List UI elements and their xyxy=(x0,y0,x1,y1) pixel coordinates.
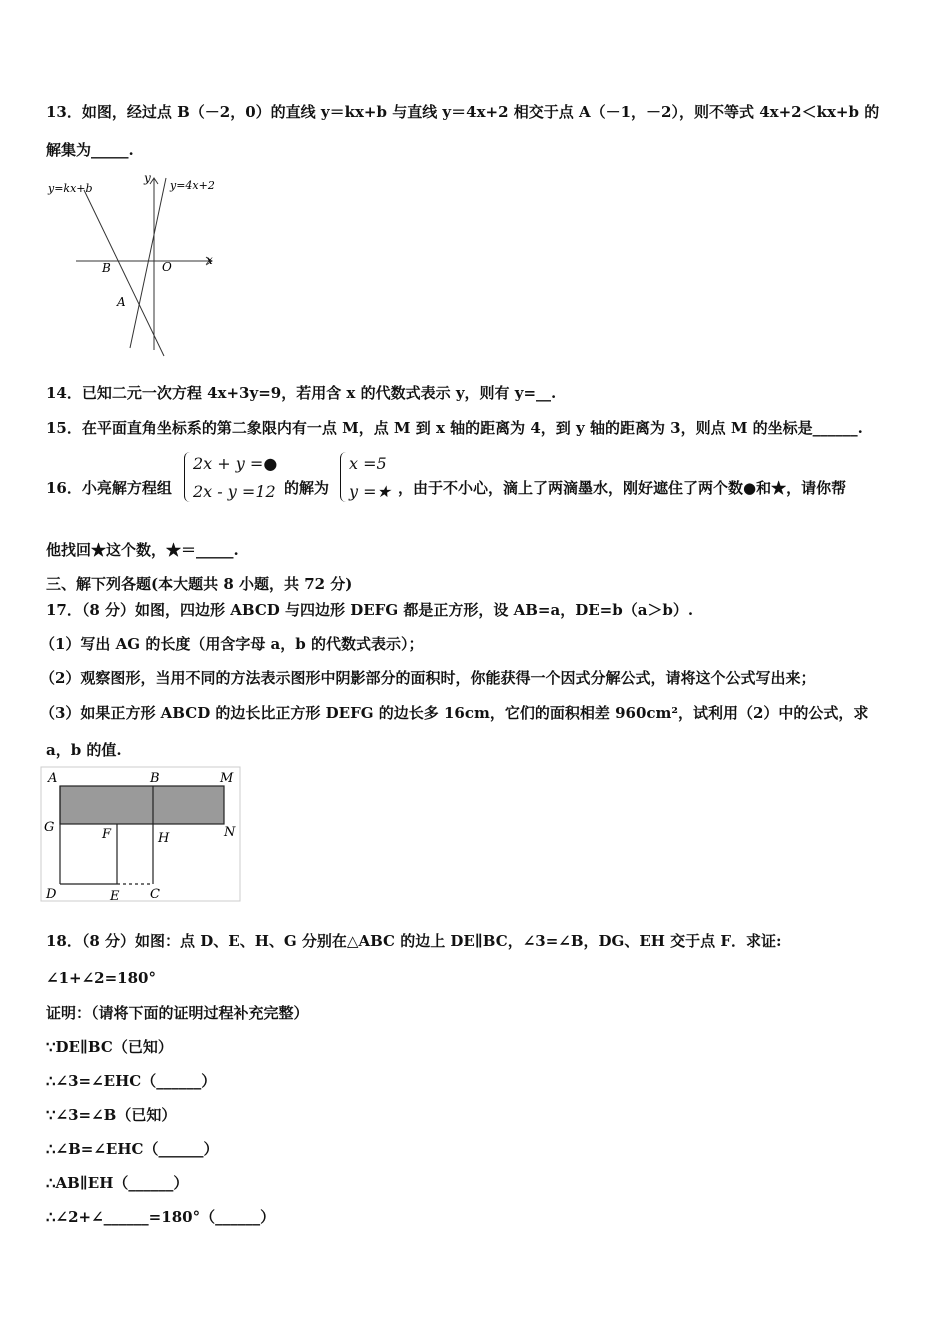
label-A: A xyxy=(48,771,58,786)
q14-text: 14．已知二元一次方程 4x+3y=9，若用含 x 的代数式表示 y，则有 y=__. xyxy=(46,384,557,402)
q17-part3: （3）如果正方形 ABCD 的边长比正方形 DEFG 的边长多 16cm，它们的面积相差 960cm²，试利用（2）中的公式，求 xyxy=(40,704,869,722)
q18-goal: ∠1+∠2=180° xyxy=(46,969,156,987)
label-y-4x-2: y=4x+2 xyxy=(170,179,215,192)
q18-step: ∴∠2+∠______=180°（______） xyxy=(46,1208,276,1226)
q17-part1: （1）写出 AG 的长度（用含字母 a，b 的代数式表示）； xyxy=(40,635,424,653)
line-kx-b xyxy=(84,190,164,356)
label-N: N xyxy=(224,825,236,840)
q16-eq2: 2x - y =12 xyxy=(193,482,276,501)
section3-heading: 三、解下列各题(本大题共 8 小题，共 72 分) xyxy=(46,575,353,593)
label-F: F xyxy=(102,827,112,842)
q13-line2: 解集为_____. xyxy=(46,141,134,159)
q18-step: ∴AB∥EH（______） xyxy=(46,1174,189,1192)
shaded-rectangle xyxy=(60,786,224,824)
label-y: y xyxy=(144,171,151,185)
label-O: O xyxy=(162,260,172,274)
q13-figure xyxy=(44,170,234,360)
label-G: G xyxy=(44,820,55,835)
q16-system-brace xyxy=(184,452,191,502)
q17-figure xyxy=(40,766,246,906)
q18-stem: 18．（8 分）如图：点 D、E、H、G 分别在△ABC 的边上 DE∥BC，∠3=∠B，DG、EH 交于点 F．求证: xyxy=(46,932,782,950)
label-y-kx-b: y=kx+b xyxy=(48,182,93,195)
label-B: B xyxy=(102,261,111,275)
q18-step: ∴∠3=∠EHC（______） xyxy=(46,1072,217,1090)
q16-middle: 的解为 xyxy=(284,479,330,497)
q16-solution-brace xyxy=(340,452,347,502)
label-C: C xyxy=(150,887,160,902)
label-H: H xyxy=(158,831,170,846)
q16-suffix: ，由于不小心，滴上了两滴墨水，刚好遮住了两个数●和★，请你帮 xyxy=(398,479,847,497)
label-M: M xyxy=(220,771,234,786)
q16-sol2: y =★ xyxy=(349,482,391,501)
q16-line2: 他找回★这个数，★＝_____. xyxy=(46,541,239,559)
q18-intro: 证明：（请将下面的证明过程补充完整） xyxy=(46,1004,309,1022)
label-B: B xyxy=(150,771,160,786)
q13-line1: 13．如图，经过点 B（－2，0）的直线 y＝kx+b 与直线 y＝4x+2 相交于点 A（－1，－2），则不等式 4x+2＜kx+b 的 xyxy=(46,103,880,121)
q18-step: ∵∠3=∠B（已知） xyxy=(46,1106,177,1124)
q16-sol1: x =5 xyxy=(349,454,387,473)
q17-stem: 17．（8 分）如图，四边形 ABCD 与四边形 DEFG 都是正方形，设 AB=a，DE=b（a＞b）. xyxy=(46,601,694,619)
label-E: E xyxy=(110,889,120,904)
label-x: x xyxy=(206,253,213,267)
q17-part2: （2）观察图形，当用不同的方法表示图形中阴影部分的面积时，你能获得一个因式分解公式，请将这个公式写出来； xyxy=(40,669,816,687)
q17-part3-cont: a，b 的值. xyxy=(46,741,122,759)
q18-step: ∴∠B=∠EHC（______） xyxy=(46,1140,219,1158)
q16-prefix: 16．小亮解方程组 xyxy=(46,479,172,497)
q15-text: 15．在平面直角坐标系的第二象限内有一点 M，点 M 到 x 轴的距离为 4，到 y 轴的距离为 3，则点 M 的坐标是______. xyxy=(46,419,863,437)
label-D: D xyxy=(46,887,57,902)
label-A: A xyxy=(117,295,126,309)
q16-eq1: 2x + y =● xyxy=(193,454,278,473)
q18-step: ∵DE∥BC（已知） xyxy=(46,1038,173,1056)
